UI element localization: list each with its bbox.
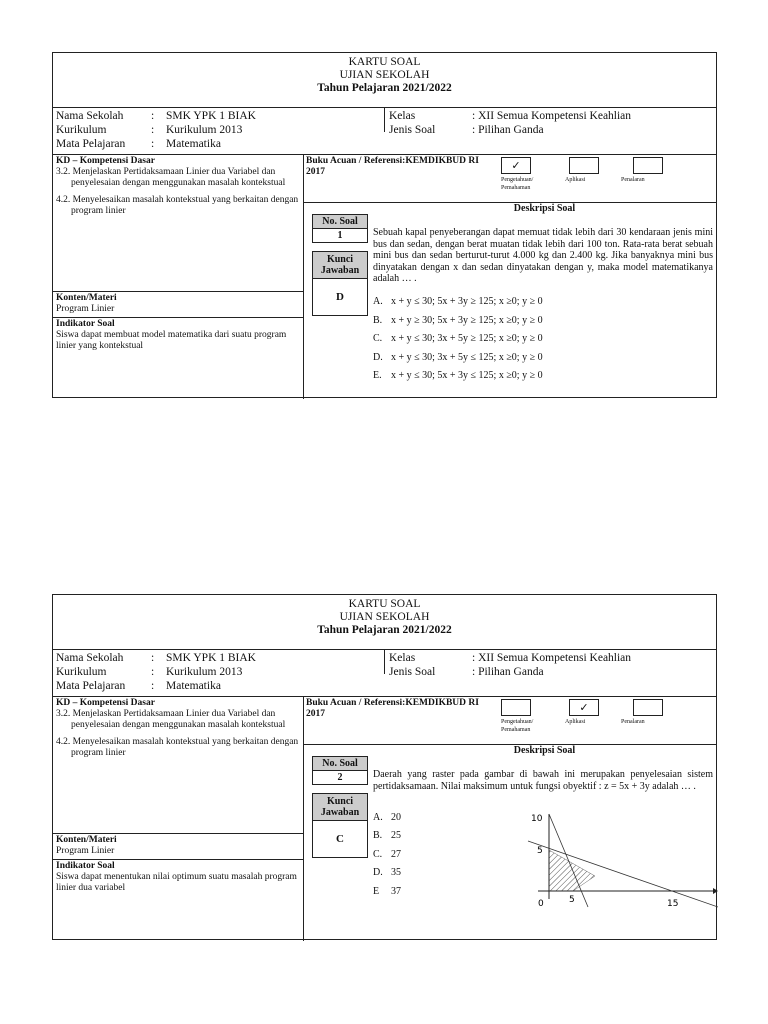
title-tahun-pelajaran: Tahun Pelajaran 2021/2022: [317, 82, 452, 94]
sep: :: [151, 666, 155, 678]
value-jenis-soal: : Pilihan Ganda: [472, 666, 544, 678]
level-checkboxes: [499, 697, 716, 744]
option-letter: D.: [373, 352, 383, 363]
option-text: 20: [391, 812, 401, 823]
label-jenis-soal: Jenis Soal: [389, 124, 436, 136]
sep: :: [151, 110, 155, 122]
level-checkboxes: [499, 155, 716, 202]
sep: :: [151, 652, 155, 664]
konten-title: Konten/Materi: [56, 835, 117, 845]
kd-title: KD – Kompetensi Dasar: [56, 156, 155, 166]
label-nama-sekolah: Nama Sekolah: [56, 110, 124, 122]
buku-acuan: Buku Acuan / Referensi:KEMDIKBUD RI 2017: [306, 156, 479, 177]
option-d: [373, 867, 401, 879]
no-soal-label: No. Soal: [313, 215, 367, 229]
title-ujian-sekolah: UJIAN SEKOLAH: [339, 611, 430, 623]
option-c: [373, 849, 401, 861]
indikator-title: Indikator Soal: [56, 861, 115, 871]
kd-item-3-2: 3.2. Menjelaskan Pertidaksamaan Linier dua Variabel dan penyelesaian dengan menggunakan masalah kontekstual: [56, 709, 286, 730]
konten-value: Program Linier: [56, 846, 115, 856]
option-letter: B.: [373, 315, 383, 326]
label-nama-sekolah: Nama Sekolah: [56, 652, 124, 664]
option-text: 27: [391, 849, 401, 860]
option-e: [373, 886, 401, 898]
label-y10: 10: [531, 814, 543, 824]
indikator-value: Siswa dapat membuat model matematika dari suatu program linier yang kontekstual: [56, 330, 287, 351]
option-letter: D.: [373, 867, 383, 878]
left-column: [53, 697, 304, 941]
kd-item-4-2: 4.2. Menyelesaikan masalah kontekstual yang berkaitan dengan program linier: [56, 737, 299, 758]
no-soal-value: 2: [337, 772, 343, 783]
konten-value: Program Linier: [56, 304, 115, 314]
value-jenis-soal: : Pilihan Ganda: [472, 124, 544, 136]
deskripsi-title: Deskripsi Soal: [513, 203, 576, 214]
label-kurikulum: Kurikulum: [56, 124, 107, 136]
title-tahun-pelajaran: Tahun Pelajaran 2021/2022: [317, 624, 452, 636]
no-soal-value: 1: [337, 230, 343, 241]
kd-item-3-2: 3.2. Menjelaskan Pertidaksamaan Linier dua Variabel dan penyelesaian dengan menggunakan masalah kontekstual: [56, 167, 286, 188]
question-text: Sebuah kapal penyeberangan dapat memuat tidak lebih dari 30 kendaraan jenis mini bus dan sedan, dengan berat muatan tidak lebih dari 100 ton. Rata-rata berat sebuah mini bus dan sedan berturut-turut 4.000 kg dan 2.400 kg. Jika banyaknya mini bus dinyatakan dengan x dan sedan dinyatakan dengan y, maka model matematikanya adalah … .: [373, 227, 713, 284]
label-y5: 5: [537, 846, 543, 856]
no-soal-box: [312, 214, 368, 243]
label-mapel: Mata Pelajaran: [56, 680, 126, 692]
right-column: [303, 155, 716, 399]
option-a: [373, 812, 401, 824]
kartu-soal-2: [52, 594, 717, 940]
option-d: [373, 352, 543, 364]
sep: :: [151, 138, 155, 150]
card-body: [53, 155, 716, 399]
option-e: [373, 370, 543, 382]
label-pengetahuan: Pengetahuan/ Pemahaman: [501, 719, 534, 733]
value-nama-sekolah: SMK YPK 1 BIAK: [166, 652, 256, 664]
label-penalaran: Penalaran: [621, 177, 645, 183]
option-text: 25: [391, 830, 401, 841]
option-text: x + y ≥ 30; 5x + 3y ≥ 125; x ≥0; y ≥ 0: [391, 315, 543, 326]
label-jenis-soal: Jenis Soal: [389, 666, 436, 678]
checkbox-aplikasi[interactable]: ✓: [569, 699, 599, 716]
card-body: [53, 697, 716, 941]
option-text: x + y ≤ 30; 3x + 5y ≥ 125; x ≥0; y ≥ 0: [391, 333, 543, 344]
card-header: [53, 595, 716, 650]
label-kelas: Kelas: [389, 110, 416, 122]
indikator-section: [53, 859, 303, 895]
option-letter: A.: [373, 296, 383, 307]
kunci-jawaban-box: [312, 793, 368, 858]
value-mapel: Matematika: [166, 680, 221, 692]
checkbox-pengetahuan[interactable]: ✓: [501, 157, 531, 174]
option-text: 35: [391, 867, 401, 878]
card-header: [53, 53, 716, 108]
option-b: [373, 830, 401, 842]
label-x5: 5: [569, 895, 575, 905]
konten-section: [53, 833, 303, 859]
option-c: [373, 333, 543, 345]
label-mapel: Mata Pelajaran: [56, 138, 126, 150]
kd-item-4-2: 4.2. Menyelesaikan masalah kontekstual yang berkaitan dengan program linier: [56, 195, 299, 216]
option-letter: C.: [373, 849, 383, 860]
value-nama-sekolah: SMK YPK 1 BIAK: [166, 110, 256, 122]
sep: :: [151, 680, 155, 692]
feasible-region-graph: [513, 809, 718, 909]
value-kelas: : XII Semua Kompetensi Keahlian: [472, 652, 632, 664]
checkbox-penalaran[interactable]: [633, 699, 663, 716]
kd-section: [56, 698, 301, 759]
right-column: [303, 697, 716, 941]
label-pengetahuan: Pengetahuan/ Pemahaman: [501, 177, 534, 191]
checkbox-aplikasi[interactable]: [569, 157, 599, 174]
kunci-value: D: [336, 291, 344, 303]
option-letter: B.: [373, 830, 383, 841]
deskripsi-title: Deskripsi Soal: [513, 745, 576, 756]
question-text: Daerah yang raster pada gambar di bawah ini merupakan penyelesaian sistem pertidaksamaan. Nilai maksimum untuk fungsi obyektif : z = 5x + 3y adalah … .: [373, 769, 713, 792]
konten-section: [53, 291, 303, 317]
value-mapel: Matematika: [166, 138, 221, 150]
buku-acuan: Buku Acuan / Referensi:KEMDIKBUD RI 2017: [306, 698, 479, 719]
option-letter: E.: [373, 370, 382, 381]
option-text: x + y ≤ 30; 5x + 3y ≤ 125; x ≥0; y ≥ 0: [391, 370, 543, 381]
option-text: x + y ≤ 30; 5x + 3y ≥ 125; x ≥0; y ≥ 0: [391, 296, 543, 307]
option-b: [373, 315, 543, 327]
label-penalaran: Penalaran: [621, 719, 645, 725]
info-section: [53, 108, 716, 155]
label-x15: 15: [667, 899, 679, 909]
kunci-label: Kunci Jawaban: [313, 252, 367, 279]
label-aplikasi: Aplikasi: [565, 719, 586, 725]
no-soal-box: [312, 756, 368, 785]
title-kartu-soal: KARTU SOAL: [348, 56, 421, 68]
option-text: 37: [391, 886, 401, 897]
no-soal-label: No. Soal: [313, 757, 367, 771]
option-letter: C.: [373, 333, 383, 344]
sep: :: [151, 124, 155, 136]
value-kurikulum: Kurikulum 2013: [166, 666, 243, 678]
label-origin: 0: [538, 899, 544, 909]
kd-title: KD – Kompetensi Dasar: [56, 698, 155, 708]
label-kelas: Kelas: [389, 652, 416, 664]
indikator-value: Siswa dapat menentukan nilai optimum suatu masalah program linier dua variabel: [56, 872, 297, 893]
kunci-value: C: [336, 833, 344, 845]
option-letter: A.: [373, 812, 383, 823]
indikator-section: [53, 317, 303, 353]
indikator-title: Indikator Soal: [56, 319, 115, 329]
value-kelas: : XII Semua Kompetensi Keahlian: [472, 110, 632, 122]
option-text: x + y ≤ 30; 3x + 5y ≤ 125; x ≥0; y ≥ 0: [391, 352, 543, 363]
label-aplikasi: Aplikasi: [565, 177, 586, 183]
x-axis-arrow: [713, 888, 718, 894]
kunci-label: Kunci Jawaban: [313, 794, 367, 821]
title-ujian-sekolah: UJIAN SEKOLAH: [339, 69, 430, 81]
option-letter: E: [373, 886, 380, 897]
left-column: [53, 155, 304, 399]
konten-title: Konten/Materi: [56, 293, 117, 303]
kd-section: [56, 156, 301, 217]
label-kurikulum: Kurikulum: [56, 666, 107, 678]
title-kartu-soal: KARTU SOAL: [348, 598, 421, 610]
kartu-soal-1: [52, 52, 717, 398]
option-a: [373, 296, 543, 308]
checkbox-penalaran[interactable]: [633, 157, 663, 174]
kunci-jawaban-box: [312, 251, 368, 316]
checkbox-pengetahuan[interactable]: [501, 699, 531, 716]
info-section: [53, 650, 716, 697]
value-kurikulum: Kurikulum 2013: [166, 124, 243, 136]
